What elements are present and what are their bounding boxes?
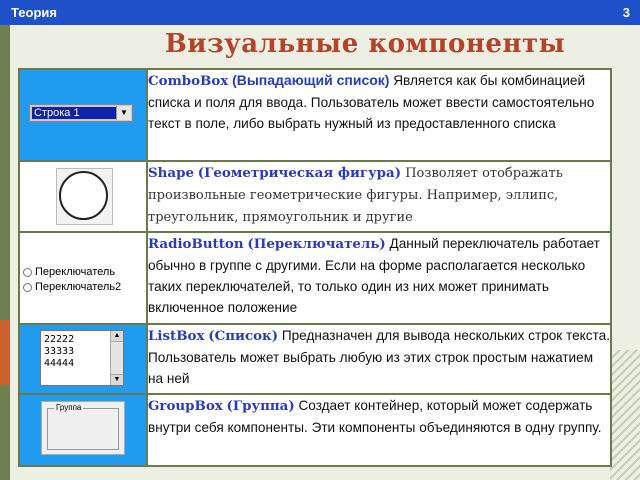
combobox-value[interactable]: Строка 1 [32,107,118,119]
component-name: GroupBox [148,398,223,414]
shape-demo-cell [19,161,147,232]
slide-title: Визуальные компоненты [164,29,566,59]
components-table [18,68,612,467]
radio-label: Переключатель [35,266,116,278]
scroll-up-icon[interactable]: ▲ [111,331,123,342]
component-name: ComboBox [148,73,229,89]
groupbox-caption: Группа [56,403,82,412]
left-accent-bar [0,25,10,480]
listbox-description [147,324,611,394]
groupbox-demo [41,401,125,455]
component-text: Данный переключатель работает обычно в группе с другими. Если на форме располагается несколько таких переключателей, то только один из них может принимать включенное положение [148,236,600,315]
listbox-scrollbar[interactable] [110,331,123,385]
component-text: Является как бы комбинацией списка и поля для ввода. Пользователь может ввести самостоятельно текст в поле, либо выбрать нужный из предоставленного списка [148,73,595,131]
table-row-groupbox [19,394,611,466]
component-name-paren: (Выпадающий список) [232,72,390,88]
radiobutton-demo-cell [19,232,147,324]
radio-circle-icon[interactable] [23,283,32,292]
table-row-combobox [19,69,611,161]
combobox-description [147,69,611,161]
radio-group-demo [23,265,121,295]
component-name: ListBox [148,328,205,344]
groupbox-demo-cell [19,394,147,466]
listbox-items [44,334,74,370]
list-item[interactable]: 22222 [44,334,75,345]
scroll-down-icon[interactable]: ▼ [111,374,123,385]
shape-demo [56,168,113,225]
listbox-demo-cell [19,324,147,394]
component-name: RadioButton [148,236,244,252]
section-label: Теория [11,5,57,20]
radio-label: Переключатель2 [35,281,122,293]
combobox-demo[interactable] [29,104,133,122]
component-text: Создает контейнер, который может содержать внутри себя компоненты. Эти компоненты объединяются в одну группу. [148,398,602,435]
circle-shape [59,171,108,220]
combobox-demo-cell [19,69,147,161]
component-name-paren: (Геометрическая фигура) [197,165,402,181]
shape-description [147,161,611,232]
list-item[interactable]: 33333 [44,346,75,357]
table-row-radiobutton [19,232,611,324]
radio-option[interactable] [23,265,121,280]
decorative-hatch [610,350,640,480]
radio-option[interactable] [23,280,121,295]
groupbox-border [47,403,119,450]
radio-circle-icon[interactable] [23,268,32,277]
component-name-paren: (Группа) [226,398,295,414]
groupbox-description [147,394,611,466]
list-item[interactable]: 44444 [44,358,75,369]
page-number: 3 [622,5,630,20]
table-row-listbox [19,324,611,394]
radiobutton-description [147,232,611,324]
component-name-paren: (Список) [208,328,279,344]
component-text: Предназначен для вывода нескольких строк текста. Пользователь может выбрать любую из этих строк простым нажатием на ней [148,328,610,386]
component-name: Shape [148,165,194,181]
component-name-paren: (Переключатель) [247,236,386,252]
listbox-demo[interactable] [40,330,124,386]
chevron-down-icon[interactable]: ▼ [116,106,131,120]
header-bar [0,0,640,25]
table-row-shape [19,161,611,232]
component-text: Позволяет отображать произвольные геометрические фигуры. Например, эллипс, треугольник, прямоугольник и другие [148,166,563,225]
